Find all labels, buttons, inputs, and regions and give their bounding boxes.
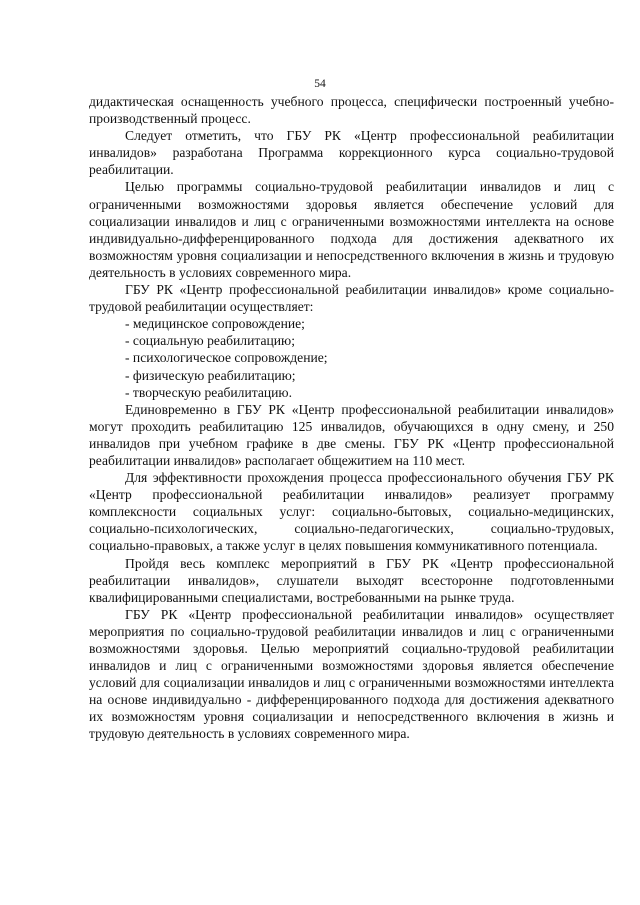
paragraph: Пройдя весь комплекс мероприятий в ГБУ РК «Центр профессиональной реабилитации инвалидов», слушатели выходят всесторонне подготовленными квалифицированными специалистами, востребованными на рынке труда. <box>89 555 614 605</box>
page-number: 54 <box>314 78 326 90</box>
services-list <box>89 315 614 400</box>
paragraph: Следует отметить, что ГБУ РК «Центр профессиональной реабилитации инвалидов» разработана Программа коррекционного курса социально-трудовой реабилитации. <box>89 128 614 178</box>
paragraph: Единовременно в ГБУ РК «Центр профессиональной реабилитации инвалидов» могут проходить реабилитацию 125 инвалидов, обучающихся в одну смену, и 250 инвалидов при учебном графике в две смены. ГБУ РК «Центр профессиональной реабилитации инвалидов» располагает общежитием на 110 мест. <box>89 401 614 468</box>
paragraph: ГБУ РК «Центр профессиональной реабилитации инвалидов» кроме социально-трудовой реабилитации осуществляет: <box>89 282 614 315</box>
list-item: - физическую реабилитацию; <box>125 367 296 383</box>
paragraph: Для эффективности прохождения процесса профессионального обучения ГБУ РК «Центр профессиональной реабилитации инвалидов» реализует программу комплексности социальных услуг: социально-бытовых, социально-медицинских, социально-психологических, социально-педагогических, социально-трудовых, социально-правовых, а также услуг в целях повышения коммуникативного потенциала. <box>89 470 614 554</box>
paragraph: Целью программы социально-трудовой реабилитации инвалидов и лиц с ограниченными возможностями здоровья является обеспечение условий для социализации инвалидов и лиц с ограниченными возможностями интеллекта на основе индивидуально-дифференцированного подхода для достижения адекватного их возможностям уровня социализации и непосредственного включения в жизнь и трудовую деятельность в условиях современного мира. <box>89 179 614 280</box>
list-item: - медицинское сопровождение; <box>125 316 305 332</box>
paragraph: ГБУ РК «Центр профессиональной реабилитации инвалидов» осуществляет мероприятия по социально-трудовой реабилитации инвалидов и лиц с ограниченными возможностями здоровья. Целью мероприятий социально-трудовой реабилитации инвалидов и лиц с ограниченными возможностями здоровья является обеспечение условий для социализации инвалидов и лиц с ограниченными возможностями интеллекта на основе индивидуально - дифференцированного подхода для достижения адекватного их возможностям уровня социализации и непосредственного включения в жизнь и трудовую деятельность в условиях современного мира. <box>89 606 614 742</box>
page-body <box>89 93 614 743</box>
paragraph: дидактическая оснащенность учебного процесса, специфически построенный учебно-производственный процесс. <box>89 94 614 127</box>
list-item: - психологическое сопровождение; <box>125 350 328 366</box>
list-item: - социальную реабилитацию; <box>125 333 295 349</box>
list-item: - творческую реабилитацию. <box>125 384 292 400</box>
